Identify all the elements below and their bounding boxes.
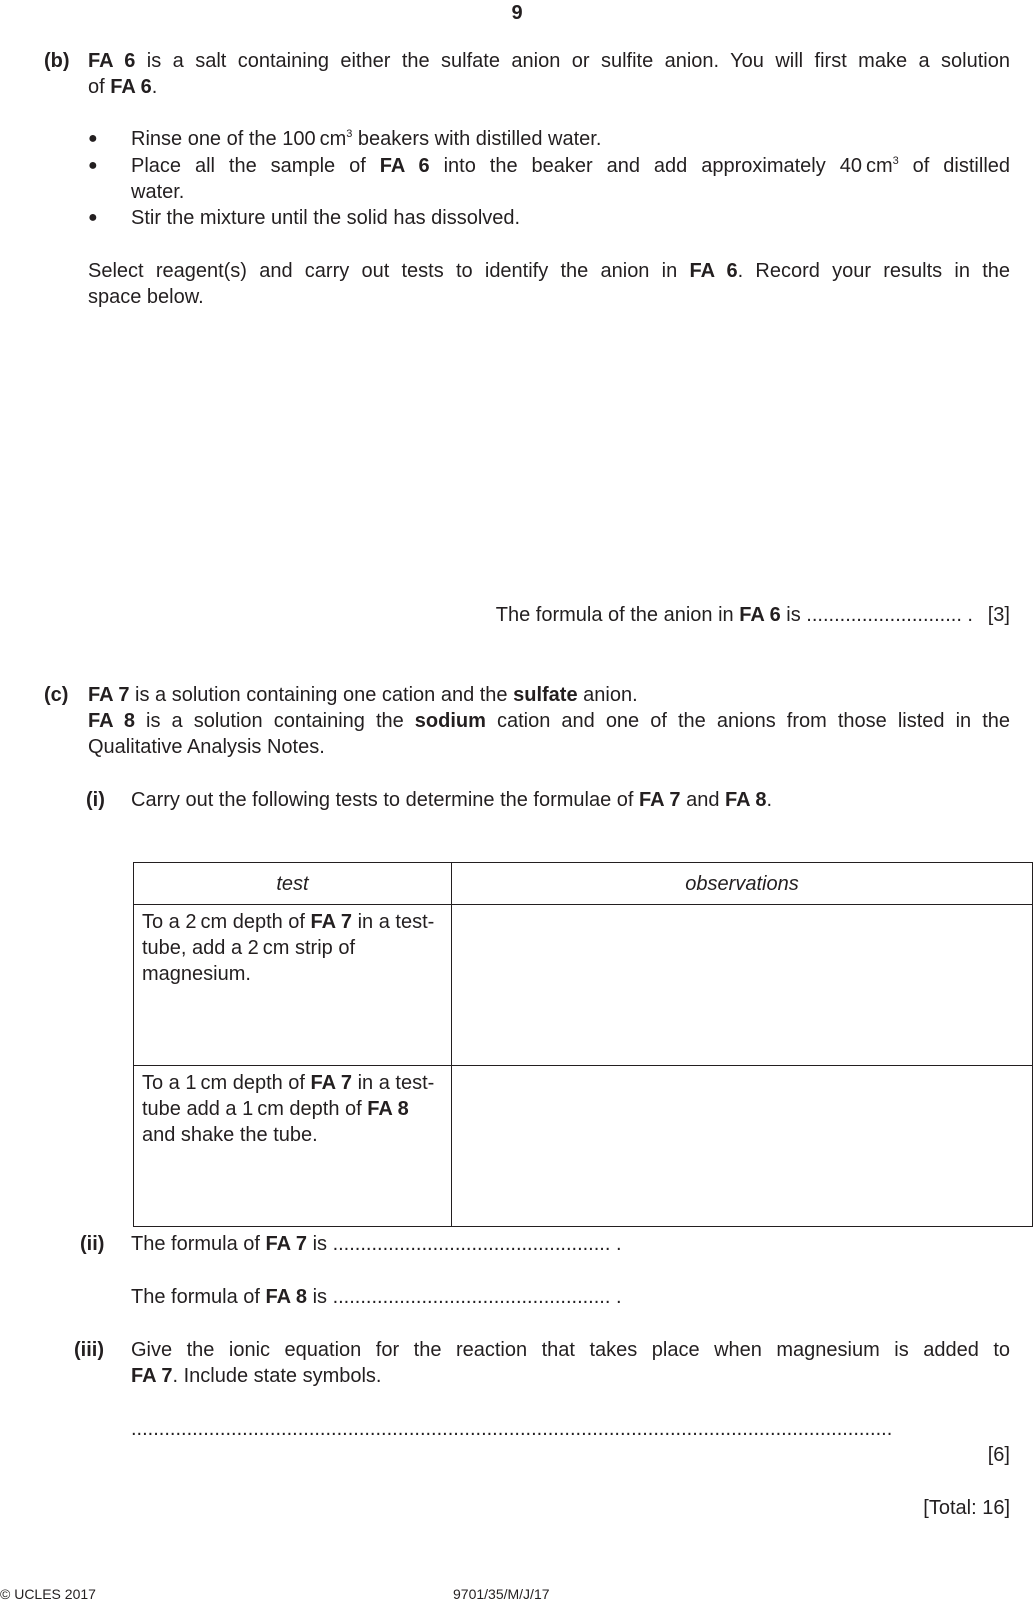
text: .	[766, 789, 773, 811]
text: The formula of	[131, 1286, 266, 1308]
text: cation and one of the anions from those listed in the	[485, 710, 1010, 732]
part-c-intro1	[88, 682, 638, 708]
text: Carry out the following tests to determine the formulae of	[131, 789, 640, 811]
observation-cell-1[interactable]	[452, 905, 1033, 1066]
fa7-ref: FA 7	[265, 1233, 308, 1255]
text: in a test-tube, add a 2 cm strip of magnesium.	[142, 911, 435, 985]
table-header-row	[134, 863, 1033, 905]
fa7-formula-line[interactable]	[131, 1231, 622, 1257]
fa6-ref: FA 6	[110, 76, 152, 98]
fa7-ref: FA 7	[639, 789, 681, 811]
fa8-ref: FA 8	[265, 1286, 308, 1308]
part-b-label: (b)	[44, 50, 70, 72]
anion-answer-line[interactable]	[300, 602, 973, 628]
text: is a solution containing one cation and the	[129, 684, 514, 706]
fa7-ref: FA 7	[310, 911, 353, 933]
text: . Record your results in the	[737, 260, 1010, 282]
answer-dots: is .................................................. .	[307, 1233, 622, 1255]
part-b-instruction-line1	[88, 258, 1010, 284]
bullet1-text	[131, 126, 601, 152]
equation-answer-line[interactable]: .........................................................................................................................................	[131, 1418, 893, 1440]
bullet-icon: ●	[88, 209, 98, 226]
text: Rinse one of the 100 cm	[131, 128, 347, 150]
part-c-iii-label: (iii)	[74, 1339, 104, 1361]
marks-b: [3]	[987, 604, 1010, 626]
part-c-iii-line2	[131, 1363, 381, 1389]
part-b-intro-line1	[88, 48, 1010, 74]
fa8-ref: FA 8	[367, 1098, 409, 1120]
text: is a solution containing the	[135, 710, 415, 732]
fa8-ref: FA 8	[88, 710, 135, 732]
text: and shake the tube.	[142, 1124, 318, 1146]
text: anion.	[577, 684, 638, 706]
text: To a 2 cm depth of	[142, 911, 311, 933]
answer-space[interactable]	[88, 318, 1010, 588]
fa6-ref: FA 6	[739, 604, 781, 626]
text: and	[680, 789, 726, 811]
bullet2-line1	[131, 153, 1010, 179]
sodium-word: sodium	[414, 710, 486, 732]
bullet3-text: Stir the mixture until the solid has dissolved.	[131, 207, 521, 229]
part-c-label: (c)	[44, 684, 69, 706]
text: beakers with distilled water.	[352, 128, 602, 150]
bullet-icon: ●	[88, 130, 98, 147]
part-c-i-label: (i)	[86, 789, 105, 811]
part-c-intro2-line2: Qualitative Analysis Notes.	[88, 736, 325, 758]
part-b-intro-line2	[88, 74, 157, 100]
table-row	[134, 905, 1033, 1066]
text: is a salt containing either the sulfate anion or sulfite anion. You will first make a solution	[135, 50, 1010, 72]
text: of distilled	[898, 155, 1011, 177]
text: in a test-tube add a 1 cm depth of	[142, 1072, 435, 1120]
total-marks: [Total: 16]	[923, 1497, 1010, 1519]
text: Place all the sample of	[131, 155, 380, 177]
fa8-ref: FA 8	[725, 789, 767, 811]
fa7-ref: FA 7	[131, 1365, 173, 1387]
text: The formula of the anion in	[495, 604, 740, 626]
fa7-ref: FA 7	[88, 684, 130, 706]
part-c-iii-line1: Give the ionic equation for the reaction that takes place when magnesium is added to	[131, 1339, 1010, 1361]
col-test-header: test	[134, 863, 452, 905]
bullet-icon: ●	[88, 157, 98, 174]
superscript: 3	[892, 155, 899, 167]
footer-code: 9701/35/M/J/17	[453, 1586, 550, 1602]
col-observations-header: observations	[452, 863, 1033, 905]
text: Select reagent(s) and carry out tests to identify the anion in	[88, 260, 690, 282]
answer-dots: is ............................ .	[780, 604, 973, 626]
table-row	[134, 1066, 1033, 1227]
superscript: 3	[346, 128, 353, 140]
part-c-i-text	[131, 787, 772, 813]
bullet2-line2: water.	[131, 181, 185, 203]
fa6-ref: FA 6	[88, 50, 136, 72]
fa8-formula-line[interactable]	[131, 1284, 622, 1310]
page-number: 9	[511, 2, 523, 24]
test-cell-2	[134, 1066, 452, 1227]
answer-dots: is .................................................. .	[307, 1286, 622, 1308]
text: The formula of	[131, 1233, 266, 1255]
sulfate-word: sulfate	[513, 684, 578, 706]
marks-c: [6]	[987, 1444, 1010, 1466]
footer-copyright: © UCLES 2017	[0, 1586, 96, 1602]
text: .	[151, 76, 158, 98]
text: into the beaker and add approximately 40 cm	[429, 155, 893, 177]
fa6-ref: FA 6	[689, 260, 738, 282]
observations-table	[133, 862, 1033, 1227]
part-c-ii-label: (ii)	[80, 1233, 105, 1255]
observation-cell-2[interactable]	[452, 1066, 1033, 1227]
text: of	[88, 76, 111, 98]
text: To a 1 cm depth of	[142, 1072, 311, 1094]
fa7-ref: FA 7	[310, 1072, 353, 1094]
fa6-ref: FA 6	[379, 155, 430, 177]
test-cell-1	[134, 905, 452, 1066]
text: . Include state symbols.	[172, 1365, 382, 1387]
part-b-instruction-line2: space below.	[88, 286, 204, 308]
part-c-intro2-line1	[88, 708, 1010, 734]
